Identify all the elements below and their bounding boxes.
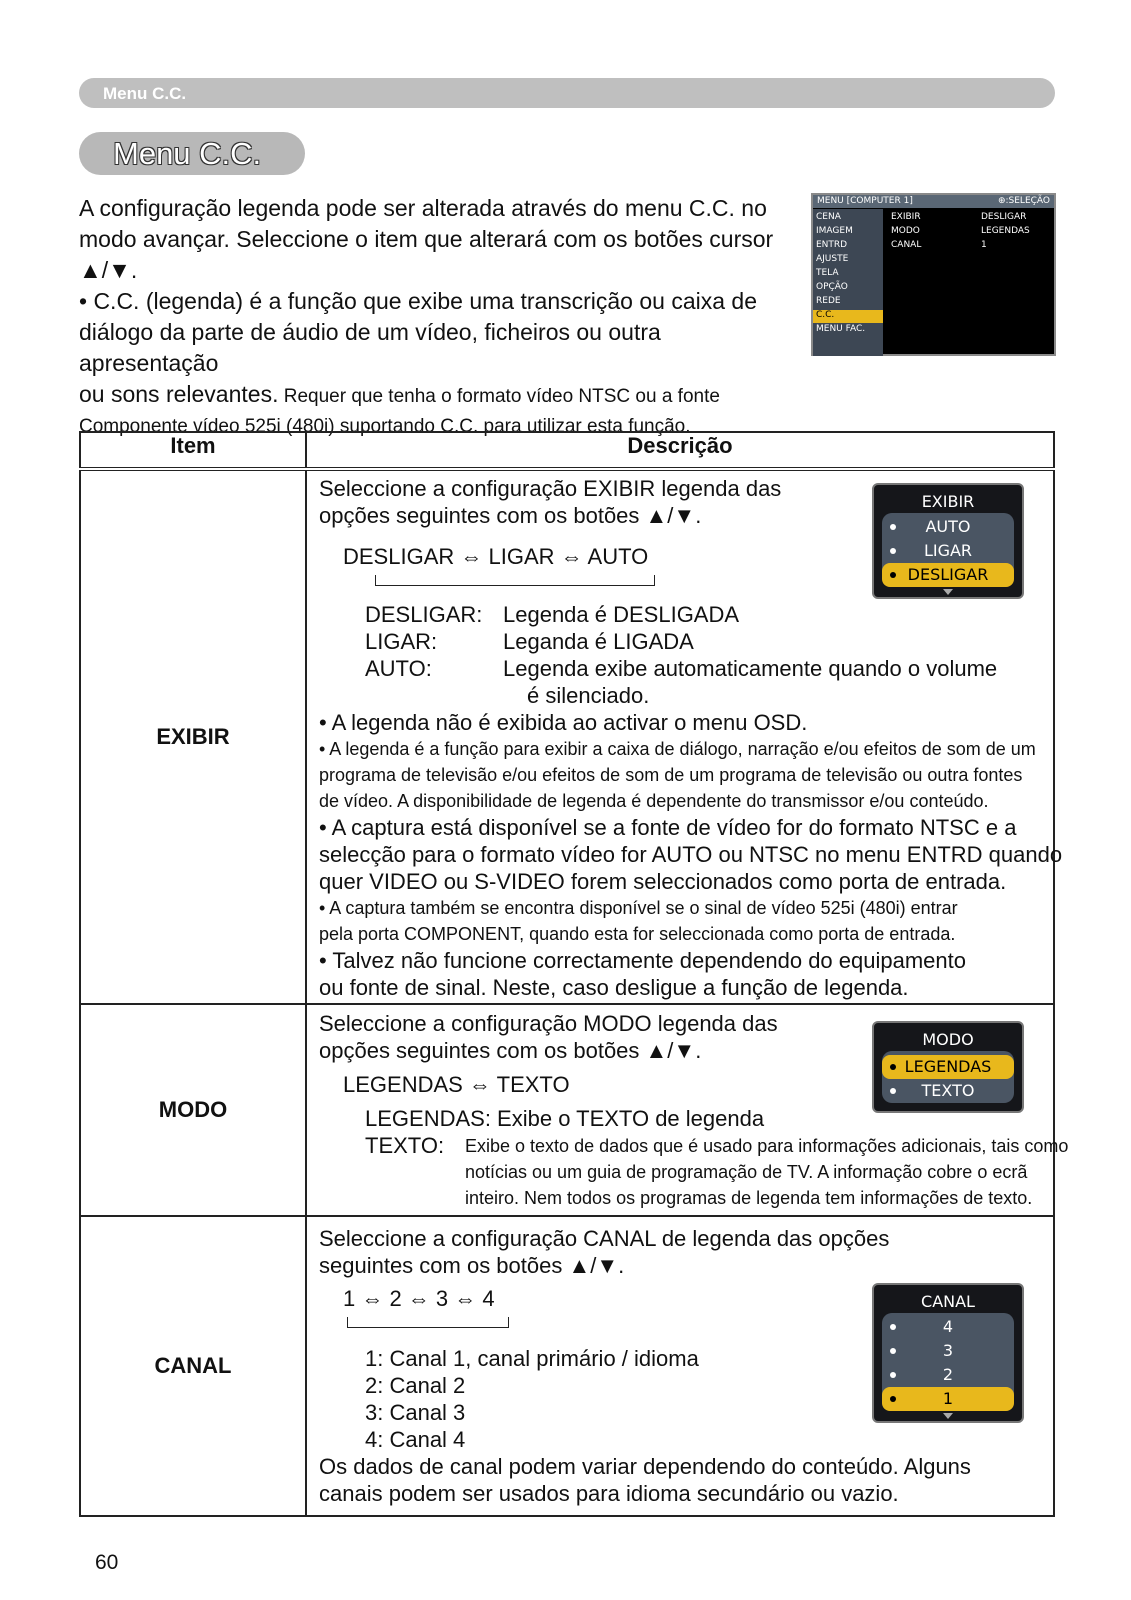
osd-header-left: MENU [COMPUTER 1]: [817, 196, 913, 206]
osd-col3-item: DESLIGAR: [981, 212, 1027, 222]
box-option: [882, 1315, 1014, 1339]
option-value: Legenda exibe automaticamente quando o volume: [503, 656, 998, 681]
radio-dot-icon: [890, 572, 896, 578]
osd-menu-item-selected: C.C.: [813, 310, 883, 323]
osd-menu-item: AJUSTE: [816, 254, 849, 264]
box-option-selected: [882, 1055, 1014, 1079]
box-option-label: TEXTO: [921, 1081, 975, 1100]
note-line: pela porta COMPONENT, quando esta for seleccionada como porta de entrada.: [319, 924, 956, 944]
intro-line: modo avançar. Seleccione o item que alterará com os botões cursor: [79, 226, 774, 252]
box-title: EXIBIR: [921, 492, 975, 511]
box-option-label: 3: [942, 1341, 954, 1360]
radio-dot-icon: [890, 548, 896, 554]
box-option-selected: [882, 563, 1014, 587]
option-key: LIGAR:: [365, 629, 438, 654]
box-title: CANAL: [921, 1292, 975, 1311]
intro-line: [79, 379, 799, 412]
box-option-label: 1: [942, 1389, 954, 1408]
osd-col3-item: LEGENDAS: [981, 226, 1030, 236]
exibir-osd-box: [872, 483, 1024, 599]
box-option-label: 2: [942, 1365, 954, 1384]
box-option-label: 4: [942, 1317, 954, 1336]
desc-line: seguintes com os botões ▲/▼.: [319, 1253, 625, 1278]
option-key: TEXTO:: [365, 1133, 445, 1158]
intro-line: diálogo da parte de áudio de um vídeo, ficheiros ou outra apresentação: [79, 319, 661, 376]
note-line: • A legenda não é exibida ao activar o menu OSD.: [319, 710, 808, 735]
osd-col3-item: 1: [981, 240, 987, 250]
note-line: selecção para o formato vídeo for AUTO ou NTSC no menu ENTRD quando: [319, 842, 1063, 867]
option-line: LEGENDAS: Exibe o TEXTO de legenda: [365, 1106, 765, 1131]
table-row-canal: [80, 1216, 1054, 1516]
option-key: AUTO:: [365, 656, 432, 681]
title-pill: [79, 132, 305, 175]
osd-header: [813, 195, 1054, 208]
box-option-selected: [882, 1387, 1014, 1411]
desc-line: Seleccione a configuração CANAL de legenda das opções: [319, 1226, 890, 1251]
note-line: ou fonte de sinal. Neste, caso desligue a função de legenda.: [319, 975, 909, 1000]
option-value: Legenda é DESLIGADA: [503, 602, 740, 627]
desc-line: Seleccione a configuração MODO legenda das: [319, 1011, 778, 1036]
osd-menu-screenshot: [811, 193, 1056, 356]
table-row-modo: [80, 1004, 1054, 1216]
note-line: • A captura também se encontra disponível se o sinal de vídeo 525i (480i) entrar: [319, 898, 958, 918]
cycle-loop-arrow: [347, 1317, 509, 1328]
osd-header-right: ⊕:SELEÇÃO: [997, 196, 1050, 206]
note-line: de vídeo. A disponibilidade de legenda é dependente do transmissor e/ou conteúdo.: [319, 791, 989, 811]
option-value: inteiro. Nem todos os programas de legenda tem informações de texto.: [465, 1188, 1033, 1208]
desc-line: opções seguintes com os botões ▲/▼.: [319, 503, 702, 528]
down-arrow-icon: [943, 589, 953, 595]
osd-menu-item: TELA: [816, 268, 839, 278]
channel-line: 4: Canal 4: [365, 1427, 466, 1452]
desc-modo: [306, 1004, 1069, 1216]
intro-text-main: ou sons relevantes.: [79, 381, 279, 407]
header-description: Descrição: [306, 432, 1054, 469]
note-line: • A captura está disponível se a fonte de vídeo for do formato NTSC e a: [319, 815, 1017, 840]
desc-line: opções seguintes com os botões ▲/▼.: [319, 1038, 702, 1063]
radio-dot-icon: [890, 1324, 896, 1330]
down-arrow-icon: [943, 1413, 953, 1419]
section-label: Menu C.C.: [103, 84, 187, 103]
header-item: Item: [80, 432, 306, 469]
table-header-row: [80, 432, 1054, 469]
cycle-line: 1 ⇔ 2 ⇔ 3 ⇔ 4: [343, 1286, 495, 1311]
table-row-exibir: [80, 469, 1054, 1004]
radio-dot-icon: [890, 1348, 896, 1354]
osd-col2-item: EXIBIR: [891, 212, 921, 222]
osd-menu-item: REDE: [816, 296, 841, 306]
channel-line: 1: Canal 1, canal primário / idioma: [365, 1346, 699, 1371]
radio-dot-icon: [890, 1064, 896, 1070]
channel-line: 2: Canal 2: [365, 1373, 466, 1398]
radio-dot-icon: [890, 1088, 896, 1094]
radio-dot-icon: [890, 1372, 896, 1378]
box-option-label: LIGAR: [923, 541, 973, 560]
box-title: MODO: [922, 1030, 974, 1049]
desc-canal: [306, 1216, 1054, 1516]
box-option-label: AUTO: [925, 517, 971, 536]
radio-dot-icon: [890, 1396, 896, 1402]
box-option: [882, 539, 1014, 563]
radio-dot-icon: [890, 524, 896, 530]
option-value: notícias ou um guia de programação de TV. A informação cobre o ecrã: [465, 1162, 1028, 1182]
note-line: programa de televisão e/ou efeitos de som de um programa de televisão ou outra fontes: [319, 765, 1023, 785]
osd-menu-list: [813, 209, 883, 356]
channel-line: 3: Canal 3: [365, 1400, 466, 1425]
box-option: [882, 1079, 1014, 1103]
osd-menu-item: OPÇÃO: [816, 282, 848, 292]
intro-text-note: Requer que tenha o formato vídeo NTSC ou a fonte: [278, 386, 720, 407]
page-number: 60: [95, 1551, 119, 1574]
note-line: • Talvez não funcione correctamente dependendo do equipamento: [319, 948, 966, 973]
box-option-label: DESLIGAR: [907, 565, 989, 584]
box-option: [882, 1363, 1014, 1387]
canal-osd-box: [872, 1283, 1024, 1423]
option-value: Leganda é LIGADA: [503, 629, 694, 654]
intro-line: • C.C. (legenda) é a função que exibe uma transcrição ou caixa de: [79, 288, 757, 314]
intro-line: Componente vídeo 525i (480i) suportando C.C. para utilizar esta função.: [79, 416, 691, 437]
osd-menu-item: MENU FAC.: [816, 324, 866, 334]
item-canal: CANAL: [80, 1216, 306, 1516]
osd-menu-item: ENTRD: [816, 240, 848, 250]
cycle-line: LEGENDAS ⇔ TEXTO: [343, 1072, 570, 1097]
settings-table: [79, 431, 1069, 1517]
modo-osd-box: [872, 1021, 1024, 1113]
note-line: Os dados de canal podem variar dependendo do conteúdo. Alguns: [319, 1454, 971, 1479]
intro-text: [79, 193, 799, 441]
osd-col2-item: CANAL: [891, 240, 922, 250]
option-key: DESLIGAR:: [365, 602, 483, 627]
section-header-bar: [79, 78, 1055, 108]
option-value: Exibe o texto de dados que é usado para informações adicionais, tais como: [465, 1136, 1069, 1156]
osd-col2-item: MODO: [891, 226, 920, 236]
cycle-loop-arrow: [375, 575, 655, 586]
osd-menu-item: CENA: [816, 212, 841, 222]
intro-line: ▲/▼.: [79, 257, 138, 283]
box-option: [882, 515, 1014, 539]
note-line: quer VIDEO ou S-VIDEO forem seleccionados como porta de entrada.: [319, 869, 1007, 894]
box-option-label: LEGENDAS: [904, 1057, 992, 1076]
osd-menu-item: IMAGEM: [816, 226, 853, 236]
note-line: • A legenda é a função para exibir a caixa de diálogo, narração e/ou efeitos de som de um: [319, 739, 1036, 759]
option-value: é silenciado.: [527, 683, 650, 708]
box-option: [882, 1339, 1014, 1363]
item-modo: MODO: [80, 1004, 306, 1216]
desc-line: Seleccione a configuração EXIBIR legenda das: [319, 476, 782, 501]
desc-exibir: [306, 469, 1063, 1004]
intro-line: A configuração legenda pode ser alterada através do menu C.C. no: [79, 195, 767, 221]
item-exibir: EXIBIR: [80, 469, 306, 1004]
cycle-line: DESLIGAR ⇔ LIGAR ⇔ AUTO: [343, 544, 649, 569]
note-line: canais podem ser usados para idioma secundário ou vazio.: [319, 1481, 899, 1506]
page-title: Menu C.C.: [113, 136, 262, 171]
